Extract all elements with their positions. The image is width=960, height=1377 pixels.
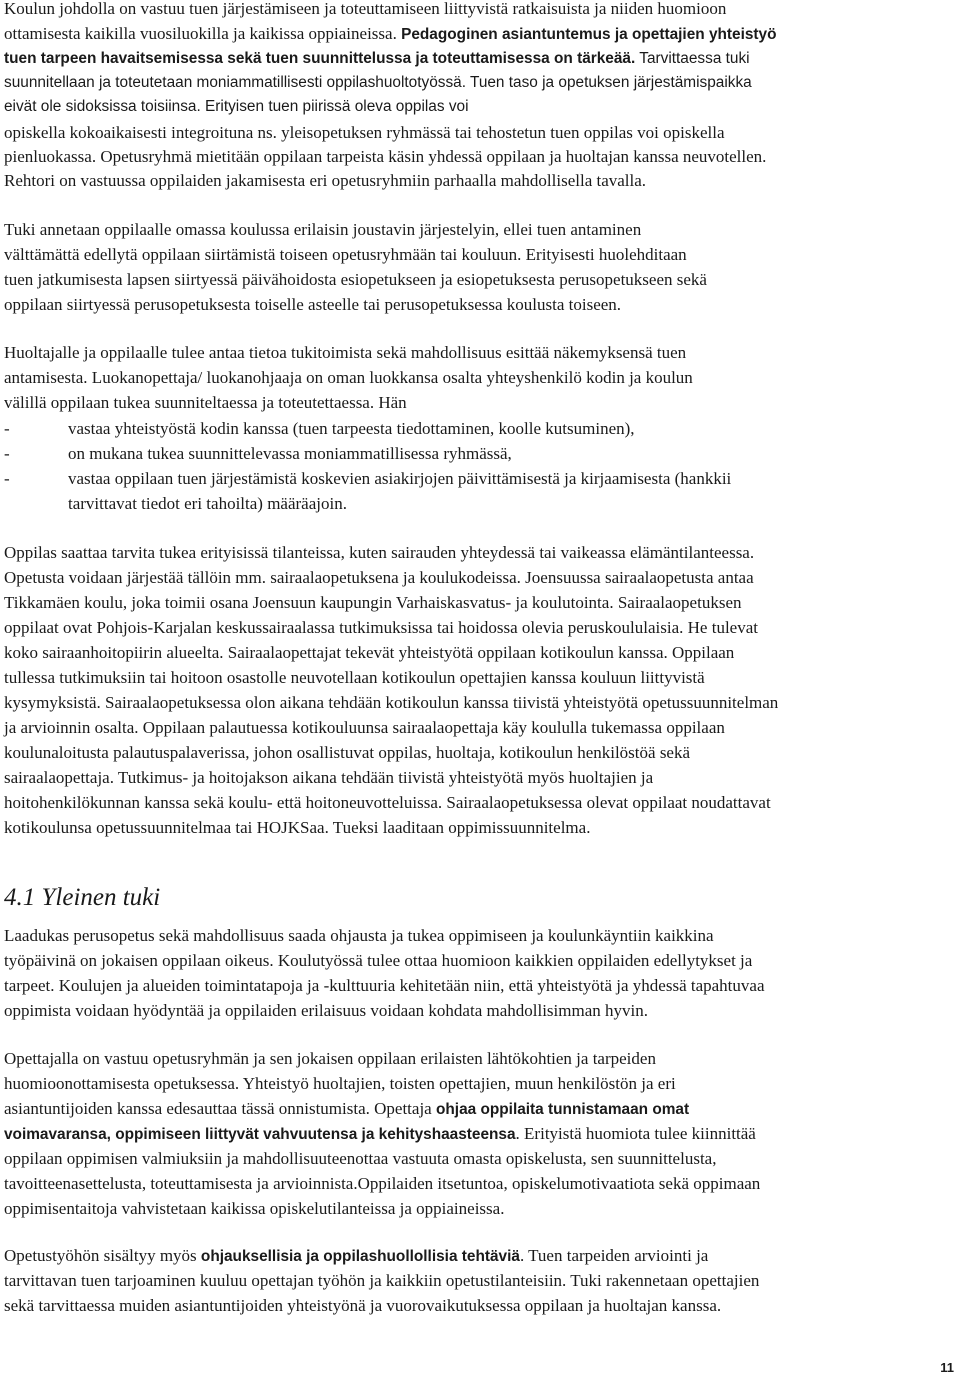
paragraph-line: ja arvioinnin osalta. Oppilaan palautuessa kotikouluunsa sairaalaopettaja käy koululla tukemassa oppilaan: [4, 718, 725, 737]
paragraph-line: sekä tarvittaessa muiden asiantuntijoiden yhteistyönä ja vuorovaikutuksessa oppilaan ja huoltajan kanssa.: [4, 1296, 722, 1315]
list-item: vastaa yhteistyöstä kodin kanssa (tuen tarpeesta tiedottaminen, koolle kutsuminen),: [68, 419, 635, 438]
bullet-dash: -: [4, 444, 10, 463]
paragraph-line: kysymyksistä. Sairaalaopetuksessa olon aikana tehdään kotikoulun kanssa tiivistä yhteistyötä opetussuunnitelman: [4, 693, 779, 712]
paragraph-line: Huoltajalle ja oppilaalle tulee antaa tietoa tukitoimista sekä mahdollisuus esittää näkemyksensä tuen: [4, 343, 687, 362]
paragraph-line: opiskella kokoaikaisesti integroituna ns. yleisopetuksen ryhmässä tai tehostetun tuen oppilas voi opiskella: [4, 123, 725, 142]
paragraph-line: [4, 48, 750, 70]
paragraph-line: tuen jatkumisesta lapsen siirtyessä päivähoidosta esiopetukseen ja esiopetuksesta perusopetukseen sekä: [4, 270, 707, 289]
text-run: . Tuen tarpeiden arviointi ja: [519, 1246, 709, 1265]
list-item: on mukana tukea suunnittelevassa moniammatillisessa ryhmässä,: [68, 444, 512, 463]
paragraph-line: tarvittavan tuen tarjoaminen kuuluu opettajan työhön ja kaikkiin opetustilanteisiin. Tuki rakennetaan opettajien: [4, 1271, 760, 1290]
paragraph-line: [4, 1123, 756, 1146]
text-run: . Erityistä huomiota tulee kiinnittää: [515, 1124, 756, 1143]
paragraph-line: oppimisentaitoja vahvistetaan kaikissa opiskelutilanteissa ja oppiaineissa.: [4, 1199, 505, 1218]
paragraph-line: oppilaan oppimisen valmiuksiin ja mahdollisuuteenottaa vastuuta omasta opiskelusta, sen suunnittelusta,: [4, 1149, 717, 1168]
paragraph-line: Opetusta voidaan järjestää tällöin mm. sairaalaopetuksena ja koulukodeissa. Joensuussa sairaalaopetusta antaa: [4, 568, 754, 587]
paragraph-line: Oppilas saattaa tarvita tukea erityisissä tilanteissa, kuten sairauden yhteydessä tai vaikeassa elämäntilanteessa.: [4, 543, 755, 562]
paragraph-line: tullessa tutkimuksiin tai hoitoon osastolle neuvotellaan kotikoulun opettajien kanssa kouluun liittyvistä: [4, 668, 705, 687]
paragraph-line: Opettajalla on vastuu opetusryhmän ja sen jokaisen oppilaan erilaisten lähtökohtien ja tarpeiden: [4, 1049, 656, 1068]
paragraph-line: eivät ole sidoksissa toisiinsa. Erityisen tuen piirissä oleva oppilas voi: [4, 98, 469, 115]
paragraph-line: Laadukas perusopetus sekä mahdollisuus saada ohjausta ja tukea oppimiseen ja koulunkäyntiin kaikkina: [4, 926, 714, 945]
paragraph-line: Tikkamäen koulu, joka toimii osana Joensuun kaupungin Varhaiskasvatus- ja koulutointa. Sairaalaopetuksen: [4, 593, 742, 612]
page-number: 11: [940, 1360, 954, 1375]
paragraph-line: huomioonottamisesta opetuksessa. Yhteistyö huoltajien, toisten opettajien, muun henkilöstön ja eri: [4, 1074, 676, 1093]
list-item: vastaa oppilaan tuen järjestämistä koskevien asiakirjojen päivittämisestä ja kirjaamisesta (hankkii: [68, 469, 732, 488]
paragraph-line: pienluokassa. Opetusryhmä mietitään oppilaan tarpeista käsin yhdessä oppilaan ja huoltajan kanssa neuvotellen.: [4, 147, 767, 166]
bold-text: tuen tarpeen havaitsemisessa sekä tuen suunnittelussa ja toteuttamisessa on tärkeää.: [4, 50, 636, 67]
bold-text: Pedagoginen asiantuntemus ja opettajien yhteistyö: [401, 26, 777, 43]
paragraph-line: suunnitellaan ja toteutetaan moniammatillisesti oppilashuoltotyössä. Tuen taso ja opetuksen järjestämispaikka: [4, 74, 752, 91]
paragraph-line: välillä oppilaan tukea suunniteltaessa ja toteutettaessa. Hän: [4, 393, 407, 412]
paragraph-line: [4, 23, 777, 46]
paragraph-line: antamisesta. Luokanopettaja/ luokanohjaaja on oman luokkansa osalta yhteyshenkilö kodin ja koulun: [4, 368, 693, 387]
paragraph-line: oppimista voidaan hyödyntää ja oppilaiden erilaisuus voidaan kohdata mahdollisimman hyvin.: [4, 1001, 648, 1020]
text-run: ottamisesta kaikilla vuosiluokilla ja kaikissa oppiaineissa.: [4, 24, 402, 43]
paragraph-line: välttämättä edellytä oppilaan siirtämistä toiseen opetusryhmään tai kouluun. Erityisesti huolehditaan: [4, 245, 687, 264]
paragraph-line: Rehtori on vastuussa oppilaiden jakamisesta eri opetusryhmiin parhaalla mahdollisella tavalla.: [4, 171, 647, 190]
text-run: Opetustyöhön sisältyy myös: [4, 1246, 201, 1265]
text-run: Tarvittaessa tuki: [635, 50, 750, 67]
paragraph-line: Koulun johdolla on vastuu tuen järjestämiseen ja toteuttamiseen liittyvistä ratkaisuista ja niiden huomioon: [4, 0, 727, 18]
list-item: tarvittavat tiedot eri tahoilta) määräajoin.: [68, 494, 347, 513]
paragraph-line: hoitohenkilökunnan kanssa sekä koulu- että hoitoneuvotteluissa. Sairaalaopetuksessa olevat oppilaat noudattavat: [4, 793, 771, 812]
paragraph-line: työpäivinä on jokaisen oppilaan oikeus. Koulutyössä tulee ottaa huomioon kaikkien oppilaiden edellytykset ja: [4, 951, 753, 970]
bullet-dash: -: [4, 419, 10, 438]
paragraph-line: kotikoulunsa opetussuunnitelmaa tai HOJKSaa. Tueksi laaditaan oppimissuunnitelma.: [4, 818, 591, 837]
paragraph-line: sairaalaopettaja. Tutkimus- ja hoitojakson aikana tehdään tiivistä yhteistyötä myös huoltajien ja: [4, 768, 654, 787]
bold-text: voimavaransa, oppimiseen liittyvät vahvuutensa ja kehityshaasteensa: [4, 1126, 516, 1143]
text-run: asiantuntijoiden kanssa edesauttaa tässä onnistumista. Opettaja: [4, 1099, 436, 1118]
paragraph-line: koko sairaanhoitopiirin alueelta. Sairaalaopettajat tekevät yhteistyötä oppilaan kotikoulun kanssa. Oppilaan: [4, 643, 735, 662]
bold-text: ohjauksellisia ja oppilashuollollisia tehtäviä: [200, 1248, 520, 1265]
bold-text: ohjaa oppilaita tunnistamaan omat: [435, 1101, 690, 1118]
paragraph-line: tarpeet. Koulujen ja alueiden toimintatapoja ja -kulttuuria kehitetään niin, että yhteistyötä ja yhdessä tapahtuvaa: [4, 976, 765, 995]
paragraph-line: oppilaan siirtyessä perusopetuksesta toiselle asteelle tai perusopetuksessa koulusta toiseen.: [4, 295, 622, 314]
paragraph-line: koulunaloitusta palautuspalaverissa, johon osallistuvat oppilas, huoltaja, kotikoulun henkilöstöä sekä: [4, 743, 691, 762]
paragraph-line: [4, 1245, 708, 1268]
bullet-dash: -: [4, 469, 10, 488]
paragraph-line: tavoitteenasettelusta, toteuttamisesta ja arvioinnista.Oppilaiden itsetuntoa, opiskelumotivaatiota sekä oppimaan: [4, 1174, 761, 1193]
paragraph-line: Tuki annetaan oppilaalle omassa koulussa erilaisin joustavin järjestelyin, ellei tuen antaminen: [4, 220, 642, 239]
paragraph-line: oppilaat ovat Pohjois-Karjalan keskussairaalassa tutkimuksissa tai hoidossa olevia peruskoululaisia. He tulevat: [4, 618, 758, 637]
paragraph-line: [4, 1098, 689, 1121]
section-heading: 4.1 Yleinen tuki: [4, 884, 161, 911]
